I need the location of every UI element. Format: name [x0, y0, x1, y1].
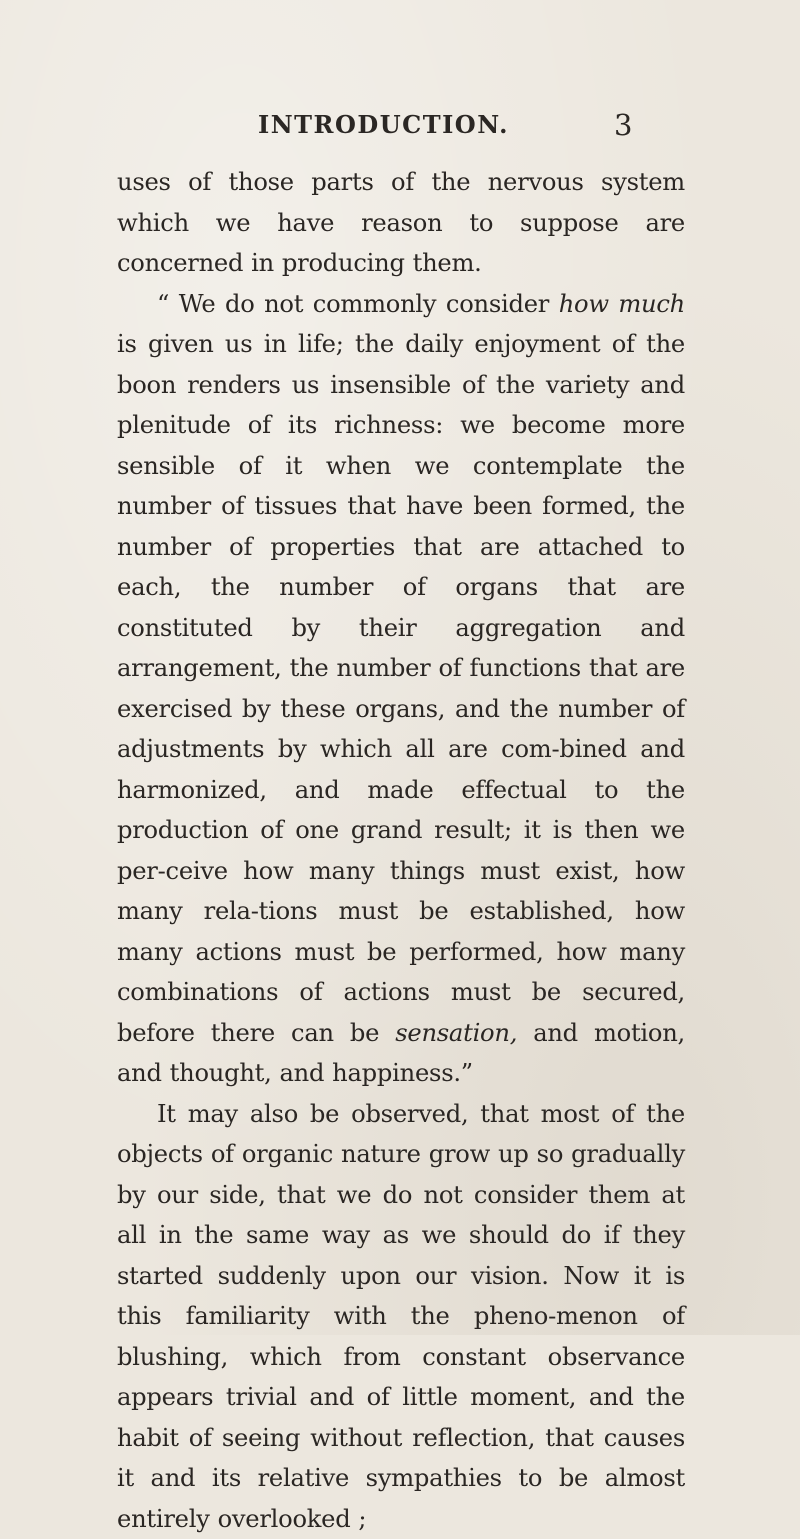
quotation-italic-how-much: how much [559, 290, 685, 318]
quotation-text-1: “ We do not commonly consider [157, 290, 559, 318]
quotation-text-3: and motion, and thought, and happiness.” [117, 1019, 685, 1088]
running-header [0, 110, 800, 150]
body-text [117, 162, 685, 1539]
paragraph-quotation [117, 284, 685, 1094]
paragraph-continuation: uses of those parts of the nervous system which we have reason to suppose are concerned in producing them. [117, 162, 685, 284]
quotation-text-2: is given us in life; the daily enjoyment of the boon renders us insensible of the variety and plenitude of its richness: we become more sensible of it when we contemplate the number of tissues that have been formed, the number of properties that are attached to each, the number of organs that are constituted by their aggregation and arrangement, the number of functions that are exercised by these organs, and the number of adjustments by which all are com-bined and harmonized, and made effectual to the production of one grand result; it is then we per-ceive how many things must exist, how many rela-tions must be established, how many actions must be performed, how many combinations of actions must be secured, before there can be [117, 330, 685, 1047]
running-title: INTRODUCTION. [258, 110, 509, 139]
page-number: 3 [614, 108, 632, 142]
quotation-italic-sensation: sensation, [395, 1019, 517, 1047]
paragraph-observation: It may also be observed, that most of the objects of organic nature grow up so gradually by our side, that we do not consider them at all in the same way as we should do if they started suddenly upon our vision. Now it is this familiarity with the pheno-menon of blushing, which from constant observance appears trivial and of little moment, and the habit of seeing without reflection, that causes it and its relative sympathies to be almost entirely overlooked ; [117, 1094, 685, 1539]
